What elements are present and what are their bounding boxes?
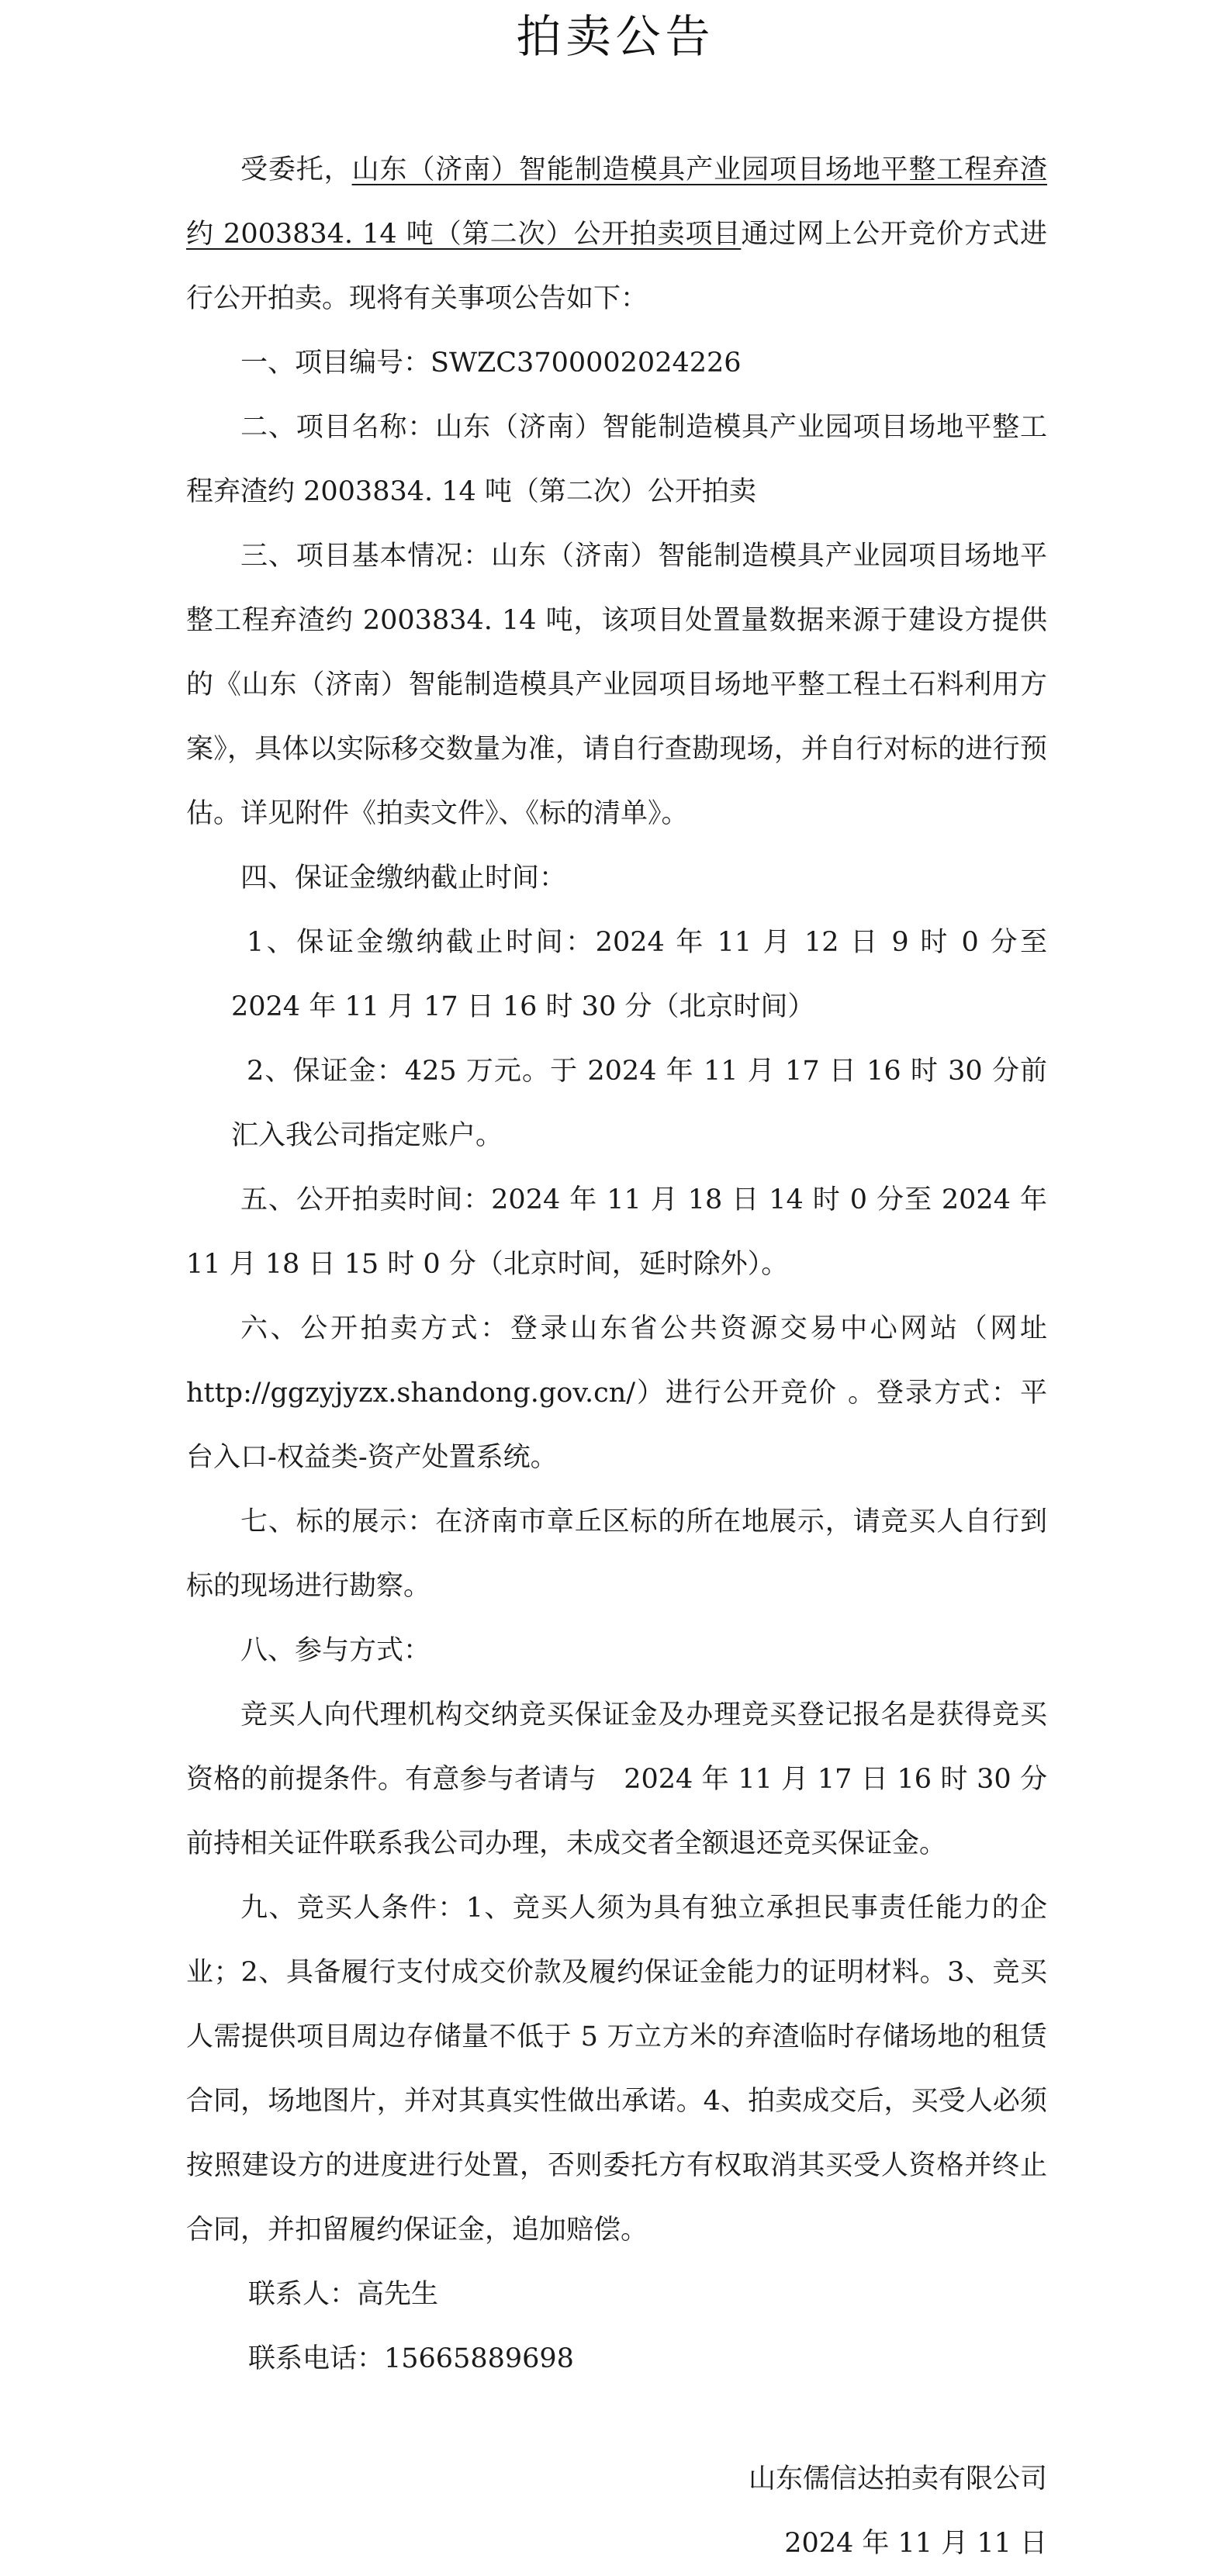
section-deposit-amount: [231, 1039, 1047, 1168]
deposit-amount-text: 2、保证金：425 万元。于 2024 年 11 月 17 日 16 时 30 分前汇入我公司指定账户。: [231, 1056, 1047, 1151]
intro-before: 受委托，: [240, 154, 352, 185]
section-participation-body: 竞买人向代理机构交纳竞买保证金及办理竞买登记报名是获得竞买资格的前提条件。有意参与者请与 2024 年 11 月 17 日 16 时 30 分前持相关证件联系我公司办理，未成交者全额退还竞买保证金。: [186, 1699, 1047, 1859]
deposit-period-text: 1、保证金缴纳截止时间：2024 年 11 月 12 日 9 时 0 分至 2024 年 11 月 17 日 16 时 30 分（北京时间）: [231, 927, 1047, 1022]
contact-phone: 联系电话：15665889698: [248, 2343, 574, 2374]
section-bidder-conditions: 九、竞买人条件：1、竞买人须为具有独立承担民事责任能力的企业；2、具备履行支付成交价款及履约保证金能力的证明材料。3、竞买人需提供项目周边存储量不低于 5 万立方米的弃渣临时存储场地的租赁合同，场地图片，并对其真实性做出承诺。4、拍卖成交后，买受人必须按照建设方的进度进行处置，否则委托方有权取消其买受人资格并终止合同，并扣留履约保证金，追加赔偿。: [186, 1893, 1047, 2246]
section-deposit-period: [231, 911, 1047, 1039]
section-participation-heading: 八、参与方式：: [240, 1635, 431, 1666]
intro-paragraph: [186, 138, 1047, 331]
section-project-name: 二、项目名称：山东（济南）智能制造模具产业园项目场地平整工程弃渣约 2003834. 14 吨（第二次）公开拍卖: [186, 412, 1047, 507]
contact-person: 联系人：高先生: [248, 2279, 439, 2310]
section-project-basics: 三、项目基本情况：山东（济南）智能制造模具产业园项目场地平整工程弃渣约 2003834. 14 吨，该项目处置量数据来源于建设方提供的《山东（济南）智能制造模具产业园项目场地平整工程土石料利用方案》，具体以实际移交数量为准，请自行查勘现场，并自行对标的进行预估。详见附件《拍卖文件》、《标的清单》。: [186, 541, 1047, 829]
company-name: 山东儒信达拍卖有限公司: [748, 2464, 1047, 2495]
page-title: 拍卖公告: [516, 10, 715, 63]
signature-block: [749, 2447, 1047, 2576]
intro-after: 通过网上公开竞价方式进行公开拍卖。现将有关事项公告如下：: [186, 219, 1047, 314]
announcement-date: 2024 年 11 月 11 日: [784, 2528, 1047, 2559]
section-item-display: 七、标的展示：在济南市章丘区标的所在地展示，请竞买人自行到标的现场进行勘察。: [186, 1506, 1047, 1602]
project-name-underlined: 山东（济南）智能制造模具产业园项目场地平整工程弃渣约 2003834. 14 吨（第二次）公开拍卖项目: [186, 154, 1047, 250]
section-deposit-deadline-heading: 四、保证金缴纳截止时间：: [240, 863, 567, 894]
section-auction-time: 五、公开拍卖时间：2024 年 11 月 18 日 14 时 0 分至 2024 年 11 月 18 日 15 时 0 分（北京时间，延时除外）。: [186, 1184, 1047, 1280]
section-project-number: 一、项目编号：SWZC3700002024226: [240, 348, 742, 379]
section-auction-method: 六、公开拍卖方式：登录山东省公共资源交易中心网站（网址 http://ggzyjyzx.shandong.gov.cn/）进行公开竞价 。登录方式：平台入口-权益类-资产处置系统。: [186, 1313, 1047, 1473]
announcement-body: [186, 138, 1047, 2391]
